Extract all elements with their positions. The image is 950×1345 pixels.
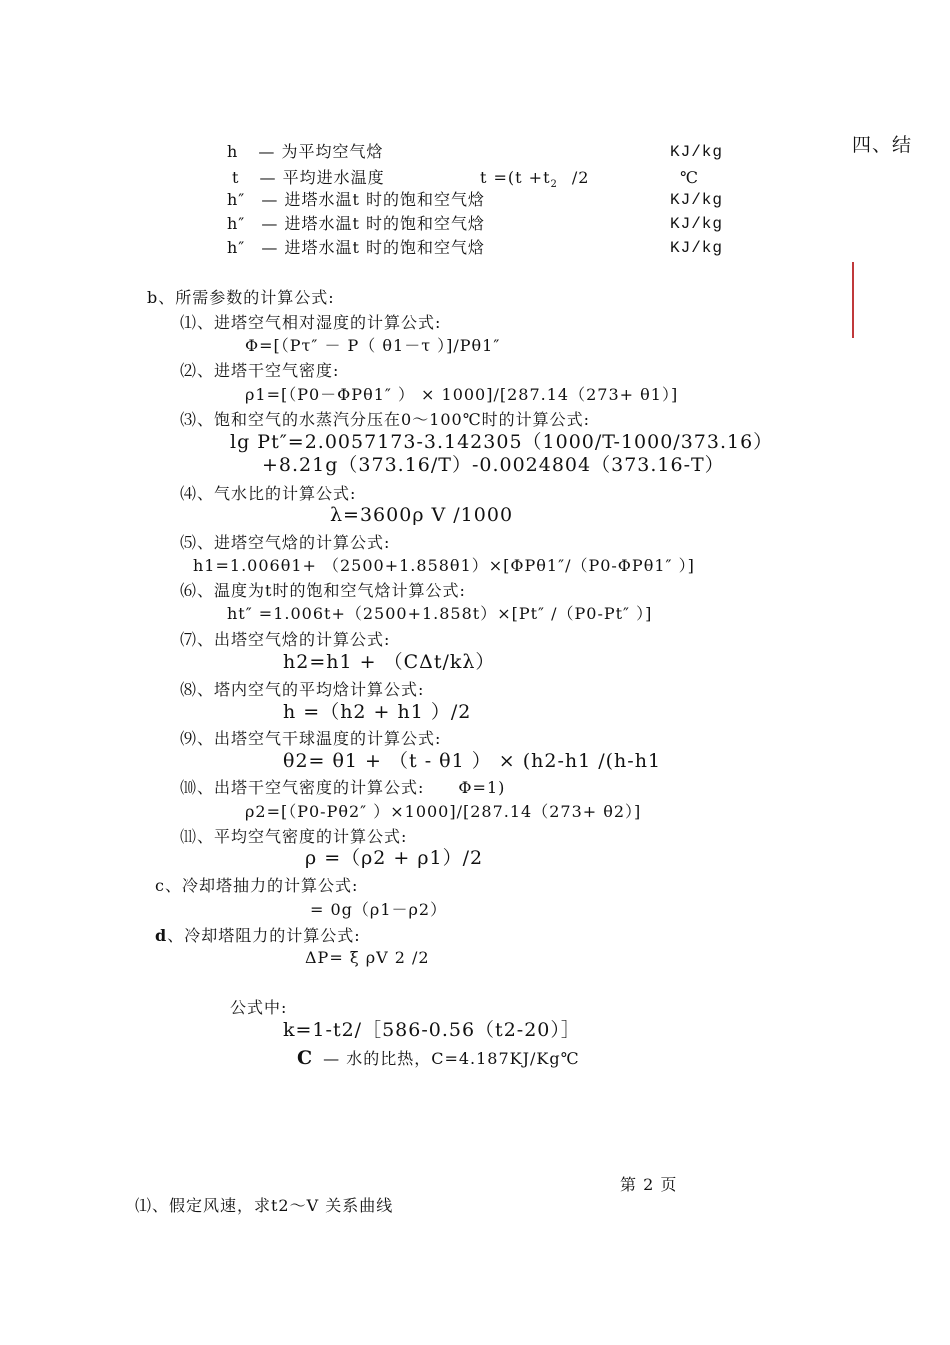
formula-d: ΔP= ξ ρV 2 /2 xyxy=(305,948,430,967)
def-symbol: h″ xyxy=(227,214,246,233)
formula-6: ht″ =1.006t+（2500+1.858t）×[Pt″ /（P0-Pt″ ）] xyxy=(227,604,653,623)
def-desc: — 进塔水温t 时的饱和空气焓 xyxy=(261,214,485,233)
def-desc: — 为平均空气焓 xyxy=(258,142,384,161)
item-6: ⑹、温度为t时的饱和空气焓计算公式: xyxy=(180,581,466,600)
formula-4: λ=3600ρ V /1000 xyxy=(330,504,514,526)
def-unit: KJ/kg xyxy=(670,191,724,209)
def-desc: — 进塔水温t 时的饱和空气焓 xyxy=(261,190,485,209)
where-c: C — 水的比热，C=4.187KJ/Kg℃ xyxy=(297,1047,580,1069)
def-unit: ℃ xyxy=(680,168,699,187)
item-2-mark xyxy=(135,361,169,381)
def-unit: KJ/kg xyxy=(670,239,724,257)
def-symbol: h″ xyxy=(227,238,246,257)
where-k: k=1-t2/［586-0.56（t2-20）］ xyxy=(283,1019,581,1041)
def-unit: KJ/kg xyxy=(670,143,724,161)
def-row-5 xyxy=(227,238,485,258)
def-unit: KJ/kg xyxy=(670,215,724,233)
item-1: ⑴、进塔空气相对湿度的计算公式: xyxy=(180,313,442,332)
formula-9: θ2= θ1 + （t - θ1 ） × (h2-h1 /(h-h1 xyxy=(283,750,662,772)
item-5: ⑸、进塔空气焓的计算公式: xyxy=(180,533,391,552)
section-c-mark xyxy=(135,876,152,896)
def-row-4 xyxy=(227,214,485,234)
formula-11: ρ =（ρ2 + ρ1）/2 xyxy=(305,847,484,869)
item-10-mark xyxy=(135,778,169,798)
formula-10: ρ2=[（P0-Pθ2″ ）×1000]/[287.14（273+ θ2）] xyxy=(245,802,642,821)
footer-item: ⑴、假定风速，求t2～V 关系曲线 xyxy=(135,1196,394,1215)
def-row-3 xyxy=(227,190,485,210)
section-d-heading: d、冷却塔阻力的计算公式: xyxy=(155,926,361,945)
formula-c: = 0g（ρ1－ρ2） xyxy=(310,900,448,919)
item-4: ⑷、气水比的计算公式: xyxy=(180,484,357,503)
def-symbol: h″ xyxy=(227,190,246,209)
item-10: ⑽、出塔干空气密度的计算公式: Φ=1) xyxy=(180,778,506,797)
section-b-heading: b、所需参数的计算公式: xyxy=(147,288,335,307)
formula-2: ρ1=[（P0－ΦPθ1″ ） × 1000]/[287.14（273+ θ1）] xyxy=(245,385,679,404)
section-c-heading: c、冷却塔抽力的计算公式: xyxy=(155,876,359,895)
def-row-1 xyxy=(227,142,384,162)
item-8: ⑻、塔内空气的平均焓计算公式: xyxy=(180,680,425,699)
margin-line xyxy=(852,262,854,338)
def-desc: — 平均进水温度 xyxy=(259,168,385,187)
formula-8: h =（h2 + h1 ）/2 xyxy=(283,701,472,723)
formula-1: Φ=[（Pτ″ － P（ θ1－τ ）]/Pθ1″ xyxy=(245,336,501,355)
formula-7: h2=h1 + （CΔt/kλ） xyxy=(283,651,496,673)
formula-5: h1=1.006θ1+ （2500+1.858θ1）×[ΦPθ1″/（P0-ΦPθ1″ ）] xyxy=(193,556,695,575)
side-heading: 四、结 xyxy=(852,134,913,156)
item-3: ⑶、饱和空气的水蒸汽分压在0～100℃时的计算公式: xyxy=(180,410,591,429)
item-2: ⑵、进塔干空气密度: xyxy=(180,361,340,380)
item-7: ⑺、出塔空气焓的计算公式: xyxy=(180,630,391,649)
formula-3-cont: +8.21g（373.16/T）-0.0024804（373.16-T） xyxy=(262,454,725,476)
page-number: 第 2 页 xyxy=(620,1175,678,1194)
formula-3: lg Pt″=2.0057173-3.142305（1000/T-1000/373.16） xyxy=(230,431,774,453)
item-9: ⑼、出塔空气干球温度的计算公式: xyxy=(180,729,442,748)
item-11-mark xyxy=(135,827,169,847)
def-symbol: h xyxy=(227,142,239,161)
def-row-2 xyxy=(232,168,385,188)
where-label: 公式中: xyxy=(230,998,288,1017)
item-11: ⑾、平均空气密度的计算公式: xyxy=(180,827,408,846)
def-symbol: t xyxy=(232,168,240,187)
def-desc: — 进塔水温t 时的饱和空气焓 xyxy=(261,238,485,257)
def-formula: $t =(t +t_2$ /2 xyxy=(480,168,590,190)
